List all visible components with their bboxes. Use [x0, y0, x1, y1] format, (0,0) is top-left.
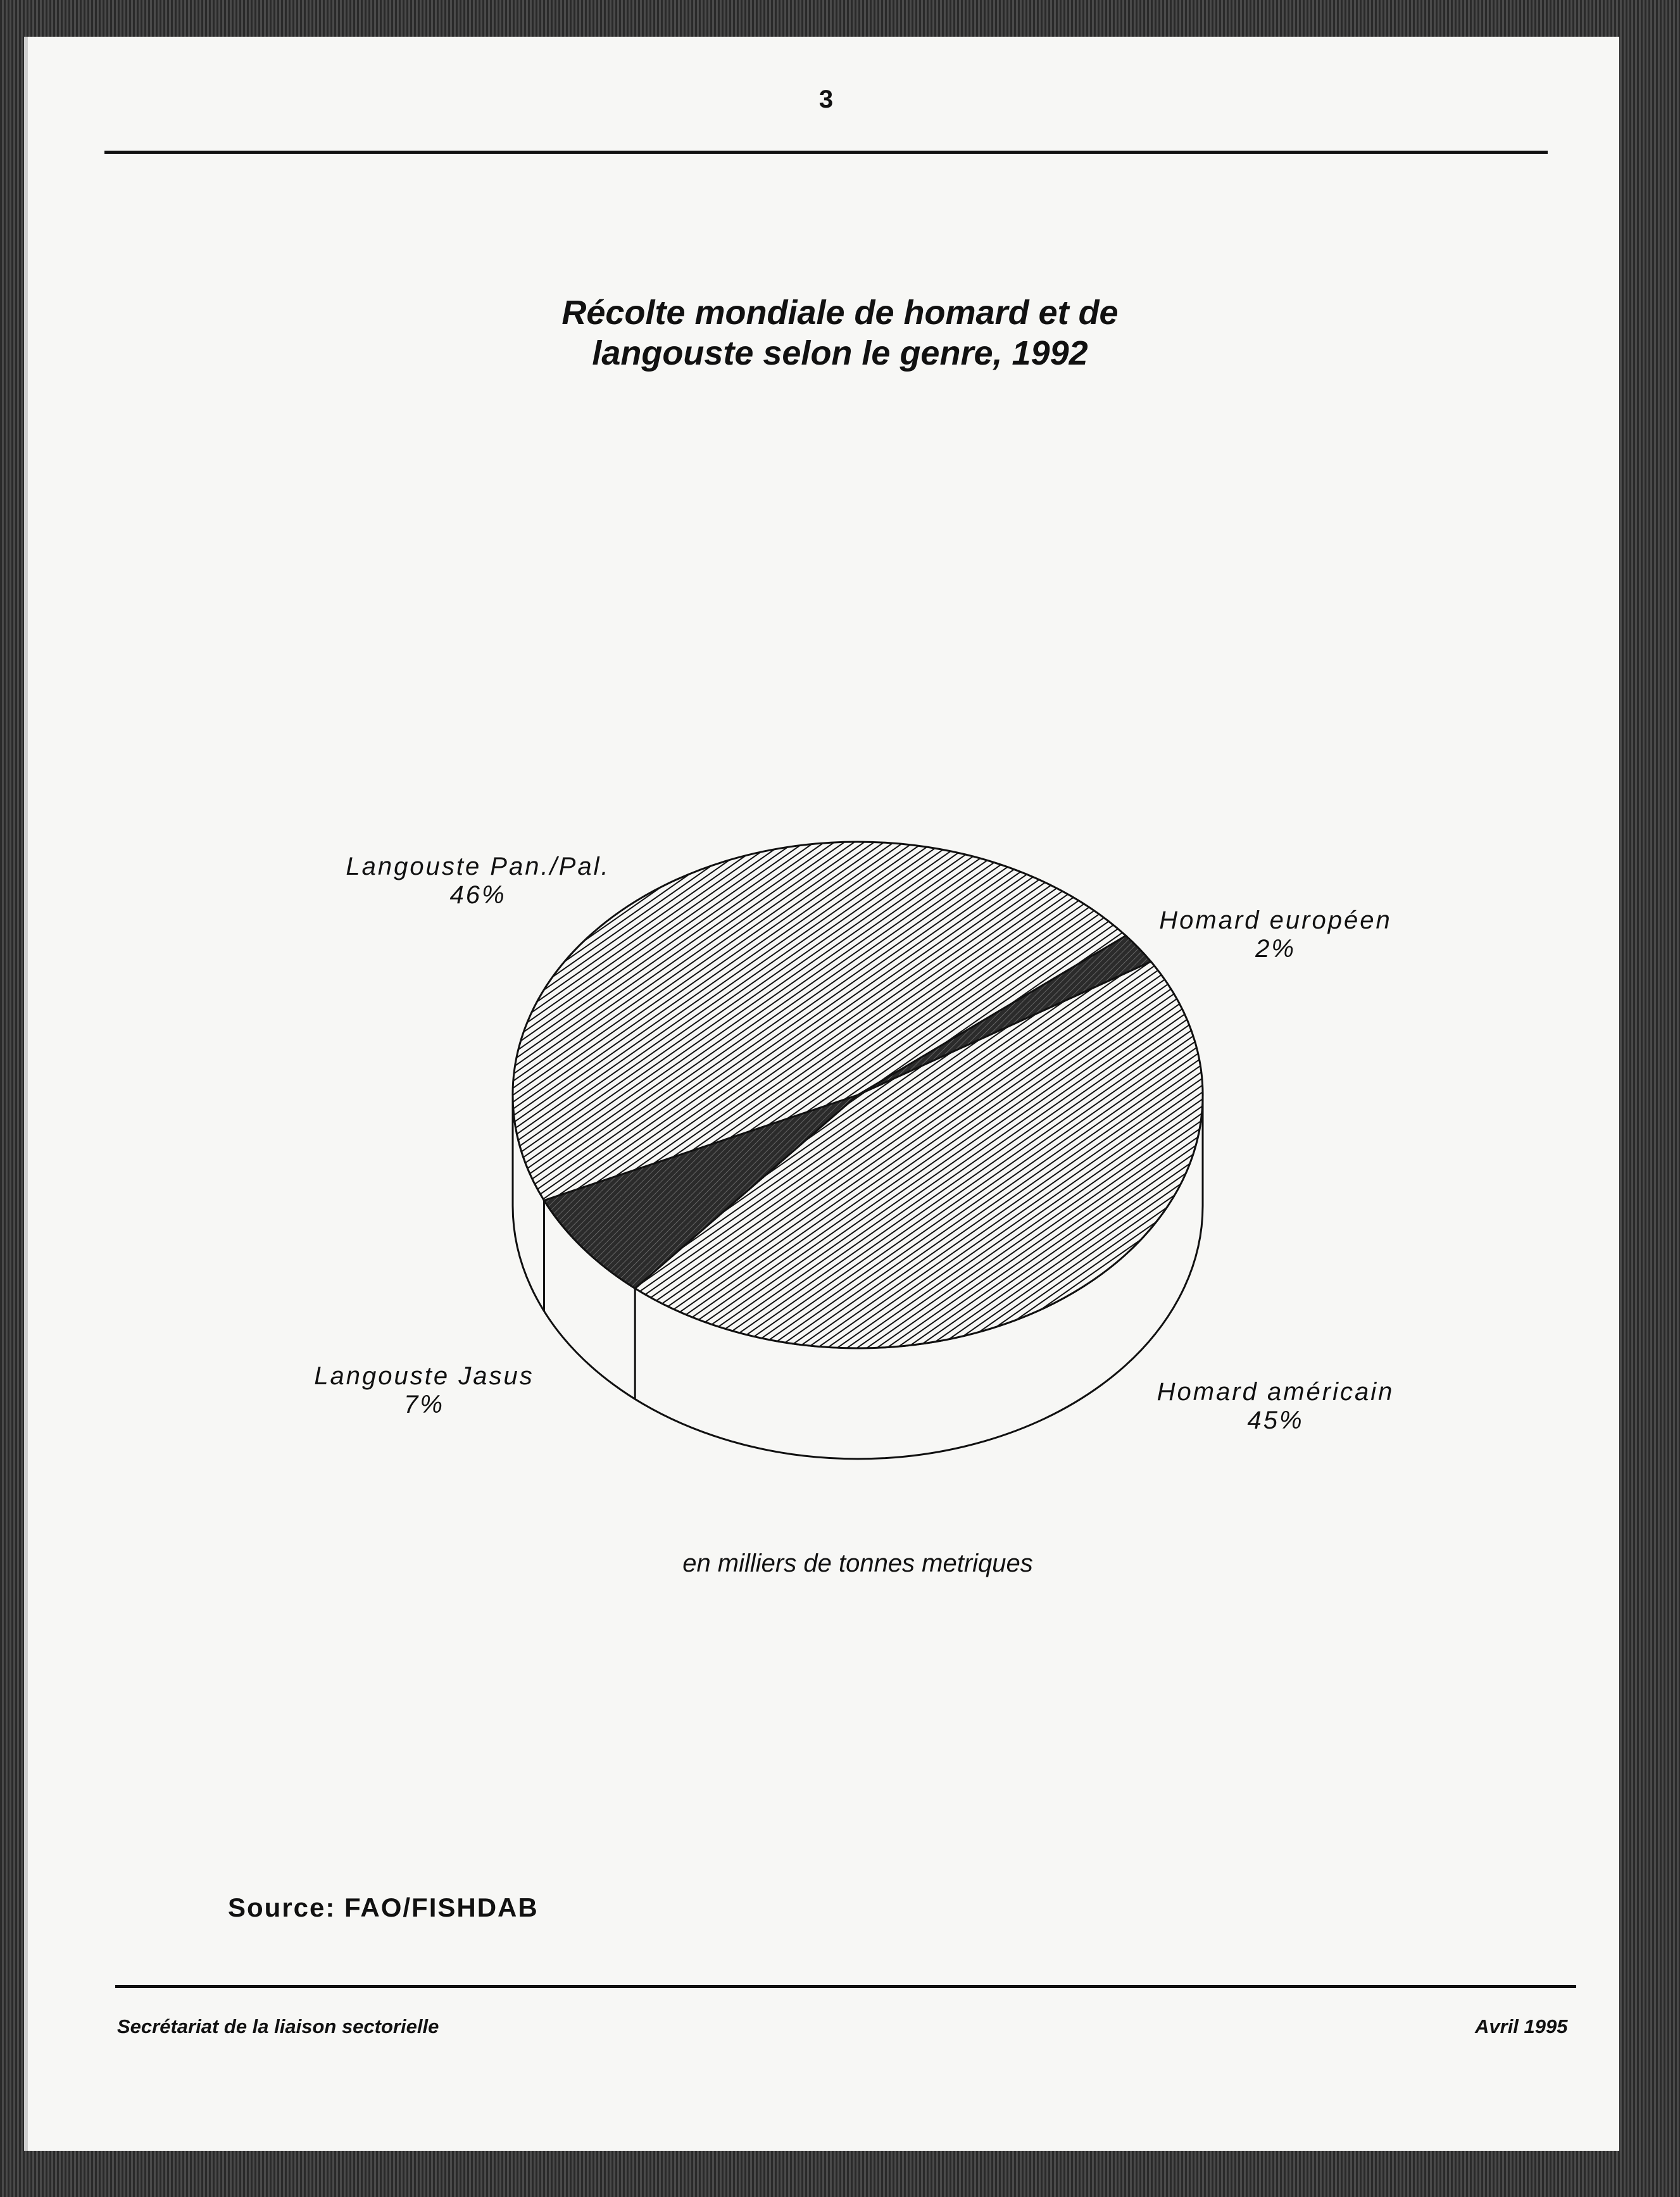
slice-label-value: 45% — [1247, 1406, 1304, 1434]
slice-label-name: Langouste Jasus — [314, 1362, 534, 1390]
source-note: Source: FAO/FISHDAB — [228, 1893, 539, 1922]
slice-label-name: Homard américain — [1157, 1378, 1395, 1406]
slice-label-value: 2% — [1255, 935, 1296, 963]
chart-title-line-1: Récolte mondiale de homard et de — [561, 294, 1119, 332]
slice-label-name: Homard européen — [1159, 906, 1392, 934]
slice-label-name: Langouste Pan./Pal. — [346, 853, 610, 880]
chart-caption: en milliers de tonnes metriques — [682, 1549, 1033, 1577]
footer-rule — [115, 1985, 1576, 1988]
slice-label-value: 7% — [404, 1391, 444, 1418]
slice-label-value: 46% — [449, 881, 506, 909]
page-number: 3 — [818, 85, 834, 113]
footer-right: Avril 1995 — [1475, 2015, 1568, 2037]
footer-left: Secrétariat de la liaison sectorielle — [117, 2015, 439, 2037]
chart-title-line-2: langouste selon le genre, 1992 — [592, 334, 1088, 372]
